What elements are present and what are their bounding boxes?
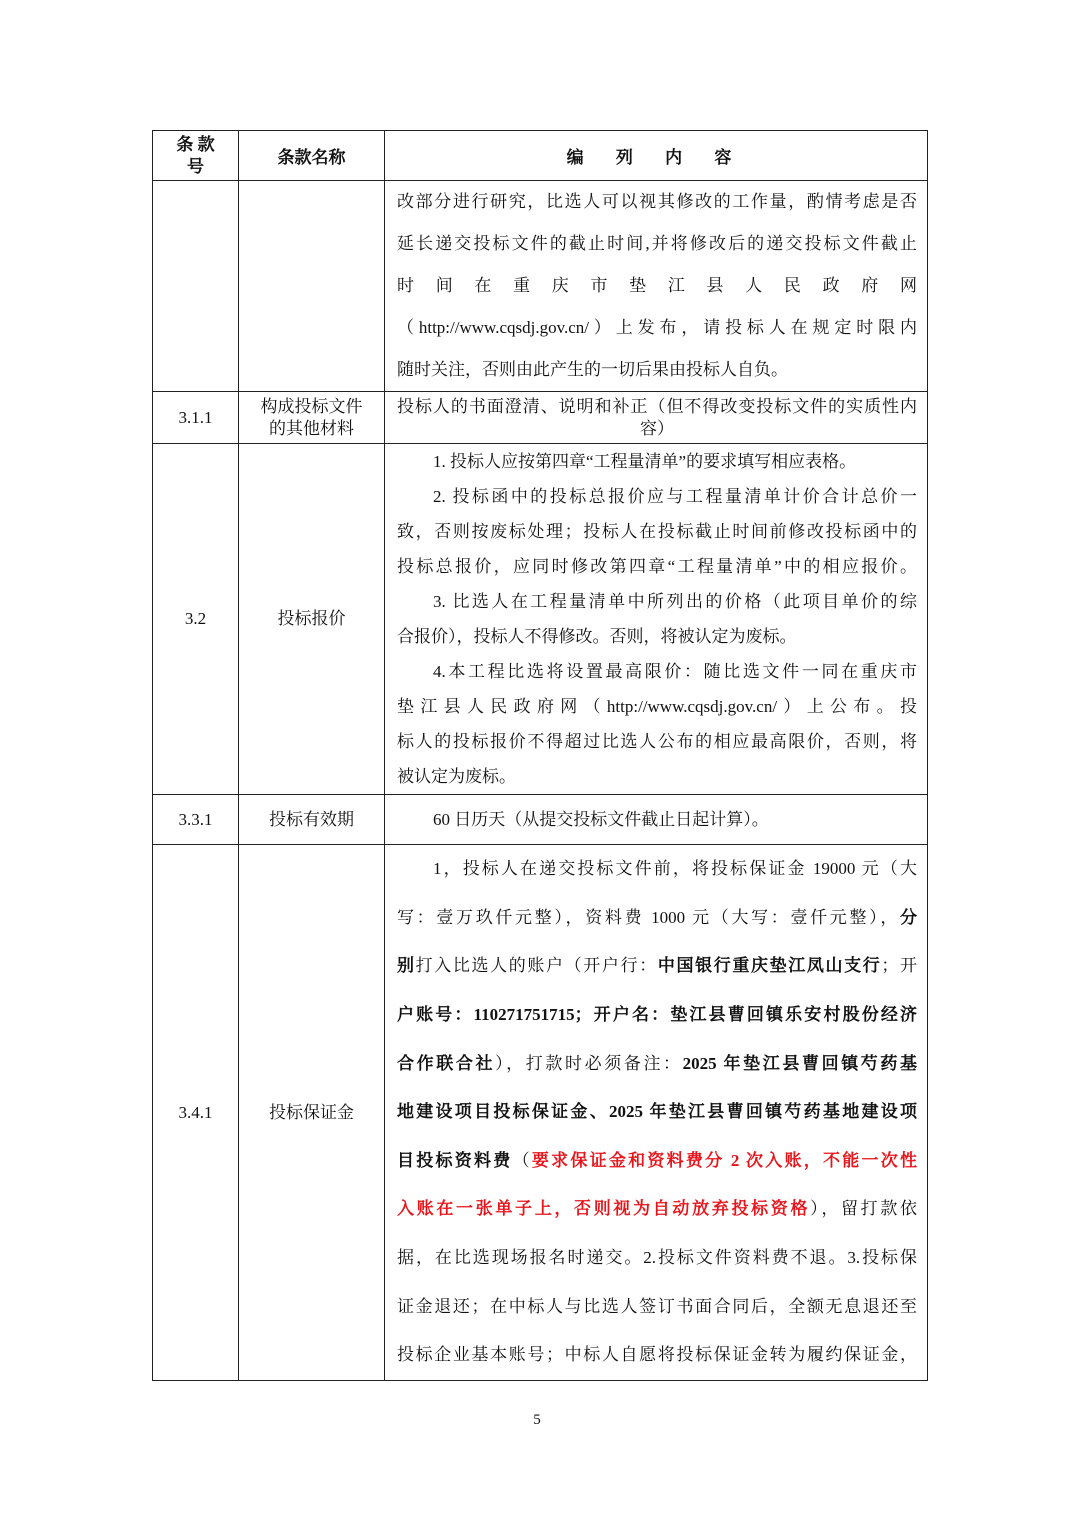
text-segment: 致，否则按废标处理；投标人在投标截止时间前修改投标函中的 (397, 522, 917, 541)
text-segment: 垫江县人民政府网（http://www.cqsdj.gov.cn/）上公布。投 (397, 697, 917, 716)
text-segment: 60 日历天（从提交投标文件截止日起计算）。 (433, 810, 769, 829)
clause-number (153, 181, 239, 392)
content-line (397, 479, 917, 514)
clause-table (152, 130, 928, 1381)
content-line (397, 689, 917, 724)
text-segment: ；开 (881, 956, 918, 976)
text-segment: 据，在比选现场报名时递交。2.投标文件资料费不退。3.投标保 (397, 1247, 917, 1267)
content-line (397, 1331, 917, 1380)
text-segment: 投标企业基本账号；中标人自愿将投标保证金转为履约保证金， (397, 1345, 917, 1365)
text-segment: ），打款时必须备注： (495, 1053, 683, 1073)
content-line (397, 942, 917, 991)
content-line (397, 1040, 917, 1089)
clause-content (385, 845, 928, 1381)
content-line (397, 514, 917, 549)
content-line (397, 991, 917, 1040)
clause-content (385, 392, 928, 444)
content-line (397, 654, 917, 689)
clause-content (385, 795, 928, 845)
content-line (397, 1234, 917, 1283)
bold-text: 中国银行重庆垫江凤山支行 (657, 956, 882, 976)
table-row (153, 795, 928, 845)
text-segment: 合报价），投标人不得修改。否则，将被认定为废标。 (397, 627, 797, 646)
text-segment: 延长递交投标文件的截止时间,并将修改后的递交投标文件截止 (397, 234, 917, 253)
content-line (397, 724, 917, 759)
text-segment: 1. 投标人应按第四章“工程量清单”的要求填写相应表格。 (433, 452, 857, 471)
content-line (397, 845, 917, 894)
clause-number: 3.1.1 (153, 392, 239, 444)
content-line (397, 619, 917, 654)
bold-text: 分 (900, 907, 917, 927)
text-segment: 2. 投标函中的投标总报价应与工程量清单计价合计总价一 (433, 487, 917, 506)
content-line (397, 759, 917, 794)
content-line (397, 349, 917, 391)
clause-content (385, 181, 928, 392)
text-segment: 3. 比选人在工程量清单中所列出的价格（此项目单价的综 (433, 592, 917, 611)
table-row (153, 181, 928, 392)
content-line (397, 894, 917, 943)
bold-text: 地建设项目投标保证金、2025 年垫江县曹回镇芍药基地建设项 (397, 1102, 917, 1122)
clause-name: 投标报价 (239, 444, 385, 795)
text-segment: 1，投标人在递交投标文件前，将投标保证金 19000 元（大 (433, 859, 917, 879)
bold-text: 垫江县曹回镇乐安村股份经济 (670, 1005, 918, 1025)
text-segment: 时间在重庆市垫江县人民政府网 (397, 276, 917, 295)
clause-name (239, 181, 385, 392)
header-clause-name: 条款名称 (239, 131, 385, 181)
clause-number: 3.3.1 (153, 795, 239, 845)
clause-name-line: 构成投标文件 (260, 396, 363, 416)
content-line (397, 1137, 917, 1186)
table-header-row (153, 131, 928, 181)
text-segment: 随时关注，否则由此产生的一切后果由投标人自负。 (397, 360, 788, 379)
header-clause-number-line: 条 款 (176, 134, 215, 154)
clause-number: 3.2 (153, 444, 239, 795)
text-segment: （ (512, 1150, 532, 1170)
text-segment: 被认定为废标。 (397, 767, 516, 786)
page-number: 5 (533, 1412, 541, 1428)
clause-name-line: 的其他材料 (269, 418, 354, 438)
text-segment: 打入比选人的账户（开户行： (415, 956, 658, 976)
content-line (397, 307, 917, 349)
text-segment: 证金退还；在中标人与比选人签订书面合同后，全额无息退还至 (397, 1296, 917, 1316)
clause-content (385, 444, 928, 795)
table-row (153, 444, 928, 795)
bold-text: 户账号：110271751715 (397, 1005, 575, 1025)
table-row (153, 845, 928, 1381)
text-segment: 标人的投标报价不得超过比选人公布的相应最高限价，否则，将 (397, 732, 917, 751)
text-segment: 容） (640, 418, 674, 438)
bold-text: ；开户名： (574, 1005, 671, 1025)
header-content: 编 列 内 容 (385, 131, 928, 181)
text-segment: （http://www.cqsdj.gov.cn/）上发布，请投标人在规定时限内 (397, 318, 917, 337)
clause-name: 投标保证金 (239, 845, 385, 1381)
content-line (397, 444, 917, 479)
clause-name (239, 392, 385, 444)
text-segment: 写：壹万玖仟元整），资料费 1000 元（大写：壹仟元整）， (397, 907, 900, 927)
content-line (397, 1185, 917, 1234)
text-segment: 改部分进行研究，比选人可以视其修改的工作量，酌情考虑是否 (397, 192, 917, 211)
table-row (153, 392, 928, 444)
header-clause-number (153, 131, 239, 181)
content-line (397, 223, 917, 265)
emphasis-red-text: 要求保证金和资料费分 2 次入账，不能一次性 (531, 1150, 918, 1170)
content-line (397, 396, 917, 418)
text-segment: 4.本工程比选将设置最高限价：随比选文件一同在重庆市 (433, 662, 917, 681)
text-segment: ），留打款依 (810, 1199, 918, 1219)
bold-text: 目投标资料费 (397, 1150, 513, 1170)
content-line (397, 795, 917, 844)
content-line (397, 265, 917, 307)
clause-name: 投标有效期 (239, 795, 385, 845)
bold-text: 别 (397, 956, 416, 976)
text-segment: 投标总报价，应同时修改第四章“工程量清单”中的相应报价。 (397, 557, 917, 576)
content-line (397, 549, 917, 584)
content-line (397, 181, 917, 223)
content-line (397, 584, 917, 619)
text-segment: 投标人的书面澄清、说明和补正（但不得改变投标文件的实质性内 (397, 396, 917, 416)
clause-number: 3.4.1 (153, 845, 239, 1381)
content-line (397, 418, 917, 440)
bold-text: 2025 年垫江县曹回镇芍药基 (682, 1053, 918, 1073)
bold-text: 合作联合社 (397, 1053, 496, 1073)
emphasis-red-text: 入账在一张单子上，否则视为自动放弃投标资格 (397, 1199, 811, 1219)
content-line (397, 1088, 917, 1137)
content-line (397, 1283, 917, 1332)
header-clause-number-line: 号 (187, 156, 204, 176)
